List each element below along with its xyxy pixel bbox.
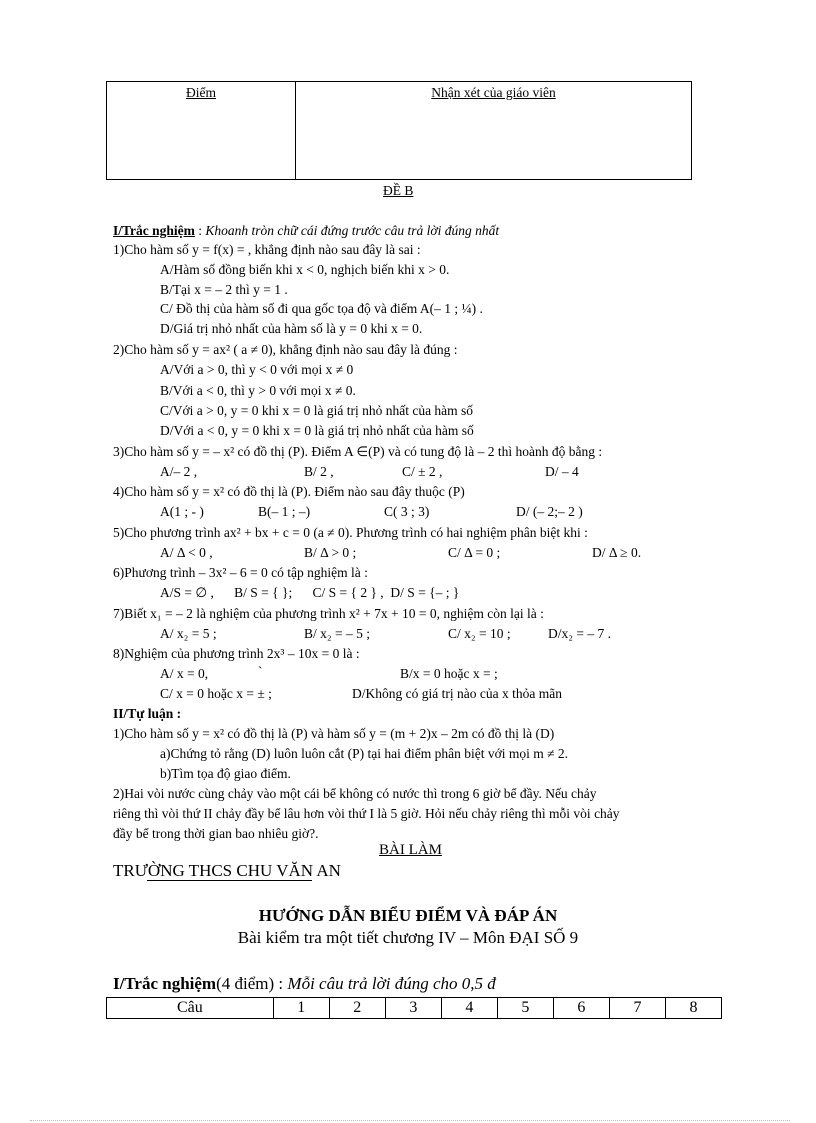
q4-option-b: B(– 1 ; –) xyxy=(258,504,311,519)
section2-title: II/Tự luận : xyxy=(113,706,182,721)
exam-code: ĐỀ B xyxy=(383,183,414,198)
section1-instruction: Khoanh tròn chữ cái đứng trước câu trả lời đúng nhất xyxy=(205,223,500,238)
q5-stem: 5)Cho phương trình ax² + bx + c = 0 (a ≠ 0). Phương trình có hai nghiệm phân biệt khi : xyxy=(113,525,588,540)
school-underline xyxy=(147,880,312,881)
answer-guide-subtitle: Bài kiểm tra một tiết chương IV – Môn ĐẠI SỐ 9 xyxy=(237,928,579,947)
p1-stem: 1)Cho hàm số y = x² có đồ thị là (P) và hàm số y = (m + 2)x – 2m có đồ thị là (D) xyxy=(113,726,555,741)
q3-option-c: C/ ± 2 , xyxy=(402,464,443,479)
q3-stem: 3)Cho hàm số y = – x² có đồ thị (P). Điểm A ∈(P) và có tung độ là – 2 thì hoành độ bằng : xyxy=(113,444,603,459)
grade-table xyxy=(106,81,692,180)
q4-stem: 4)Cho hàm số y = x² có đồ thị là (P). Điểm nào sau đây thuộc (P) xyxy=(113,484,465,499)
answer-col-header: 3 xyxy=(385,998,441,1019)
answer-table xyxy=(106,997,722,1019)
answer-table-header-row xyxy=(107,998,722,1019)
answer-col-header: 2 xyxy=(329,998,385,1019)
q1-option-c: C/ Đồ thị của hàm số đi qua gốc tọa độ và điểm A(– 1 ; ¼) . xyxy=(160,301,483,316)
answer-col-header: 7 xyxy=(609,998,665,1019)
q2-option-d: D/Với a < 0, y = 0 khi x = 0 là giá trị nhỏ nhất của hàm số xyxy=(160,423,474,438)
q1-stem: 1)Cho hàm số y = f(x) = , khẳng định nào sau đây là sai : xyxy=(113,242,421,257)
answer-col-header: 1 xyxy=(273,998,329,1019)
q5-option-c: C/ Δ = 0 ; xyxy=(448,545,501,560)
q3-option-a: A/– 2 , xyxy=(160,464,198,479)
answer-col-header: 5 xyxy=(497,998,553,1019)
q7-stem: 7)Biết x₁ = – 2 là nghiệm của phương trình x² + 7x + 10 = 0, nghiệm còn lại là : xyxy=(113,606,544,621)
q2-stem: 2)Cho hàm số y = ax² ( a ≠ 0), khẳng định nào sau đây là đúng : xyxy=(113,342,458,357)
school-name: TRƯỜNG THCS CHU VĂN AN xyxy=(113,861,341,880)
p2-line-3: đầy bể trong thời gian bao nhiêu giờ?. xyxy=(113,826,319,841)
score-cell xyxy=(107,82,296,180)
work-label: BÀI LÀM xyxy=(379,842,442,858)
q8-option-d: D/Không có giá trị nào của x thỏa mãn xyxy=(352,686,562,701)
q3-option-d: D/ – 4 xyxy=(545,464,579,479)
q4-option-a: A(1 ; - ) xyxy=(160,504,204,519)
q6-options: A/S = ∅ , B/ S = { }; C/ S = { 2 } , D/ S = {– ; } xyxy=(160,585,460,600)
section1-sep: : xyxy=(194,223,206,238)
section1-title: I/Trắc nghiệm xyxy=(113,223,195,238)
q8-tick-mark: ` xyxy=(258,664,263,679)
q4-option-c: C( 3 ; 3) xyxy=(384,504,430,519)
q7-option-b: B/ x₂ = – 5 ; xyxy=(304,626,370,641)
q8-option-b: B/x = 0 hoặc x = ; xyxy=(400,666,498,681)
q3-option-b: B/ 2 , xyxy=(304,464,334,479)
q5-option-b: B/ Δ > 0 ; xyxy=(304,545,357,560)
p1-part-b: b)Tìm tọa độ giao điểm. xyxy=(160,766,291,781)
p2-line-2: riêng thì vòi thứ II chảy đầy bể lâu hơn vòi thứ I là 5 giờ. Hỏi nếu chảy riêng thì mỗi vòi chảy xyxy=(113,806,620,821)
q1-option-b: B/Tại x = – 2 thì y = 1 . xyxy=(160,282,288,297)
q6-stem: 6)Phương trình – 3x² – 6 = 0 có tập nghiệm là : xyxy=(113,565,368,580)
q2-option-a: A/Với a > 0, thì y < 0 với mọi x ≠ 0 xyxy=(160,362,354,377)
q8-option-c: C/ x = 0 hoặc x = ± ; xyxy=(160,686,272,701)
answer-section-title: I/Trắc nghiệm xyxy=(113,974,217,993)
q8-stem: 8)Nghiệm của phương trình 2x³ – 10x = 0 là : xyxy=(113,646,360,661)
q7-option-a: A/ x₂ = 5 ; xyxy=(160,626,217,641)
answer-section-note: Mỗi câu trả lời đúng cho 0,5 đ xyxy=(287,974,496,993)
q2-option-c: C/Với a > 0, y = 0 khi x = 0 là giá trị nhỏ nhất của hàm số xyxy=(160,403,474,418)
p1-part-a: a)Chứng tỏ rằng (D) luôn luôn cắt (P) tại hai điểm phân biệt với mọi m ≠ 2. xyxy=(160,746,569,761)
q5-option-a: A/ Δ < 0 , xyxy=(160,545,213,560)
q5-option-d: D/ Δ ≥ 0. xyxy=(592,545,642,560)
p2-line-1: 2)Hai vòi nước cùng chảy vào một cái bể không có nước thì trong 6 giờ bể đầy. Nếu chảy xyxy=(113,786,597,801)
q1-option-a: A/Hàm số đồng biến khi x < 0, nghịch biến khi x > 0. xyxy=(160,262,450,277)
answer-guide-section xyxy=(113,974,496,994)
section1-heading xyxy=(113,222,499,239)
q8-option-a: A/ x = 0, xyxy=(160,666,209,681)
q7-option-d: D/x₂ = – 7 . xyxy=(548,626,611,641)
answer-col-header: 4 xyxy=(441,998,497,1019)
score-label: Điểm xyxy=(186,85,216,100)
q4-option-d: D/ (– 2;– 2 ) xyxy=(516,504,583,519)
q7-option-c: C/ x₂ = 10 ; xyxy=(448,626,511,641)
comment-label: Nhận xét của giáo viên xyxy=(431,85,556,100)
answer-section-points: (4 điểm) : xyxy=(216,974,288,993)
q2-option-b: B/Với a < 0, thì y > 0 với mọi x ≠ 0. xyxy=(160,383,356,398)
page-bottom-guide xyxy=(30,1120,790,1121)
answer-guide-title: HƯỚNG DẪN BIỂU ĐIỂM VÀ ĐÁP ÁN xyxy=(258,906,558,925)
answer-col-header: 8 xyxy=(665,998,721,1019)
answer-col-header: Câu xyxy=(107,998,274,1019)
comment-cell xyxy=(296,82,692,180)
q1-option-d: D/Giá trị nhỏ nhất của hàm số là y = 0 khi x = 0. xyxy=(160,321,423,336)
answer-col-header: 6 xyxy=(553,998,609,1019)
